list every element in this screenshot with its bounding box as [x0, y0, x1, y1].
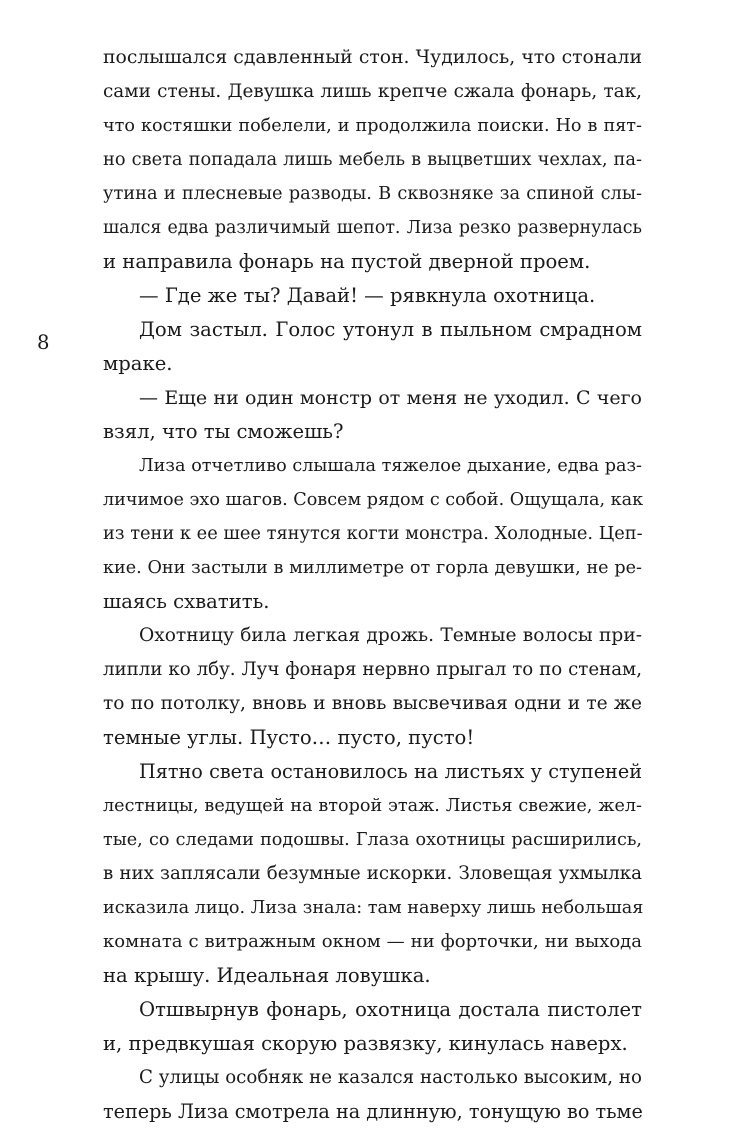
- text-line: липли ко лбу. Луч фонаря нервно прыгал то по стенам,: [103, 659, 642, 680]
- text-line: теперь Лиза смотрела на длинную, тонущую во тьме: [103, 1100, 643, 1123]
- text-line: комната с витражным окном — ни форточки, ни выхода: [103, 931, 642, 952]
- text-line: и направила фонарь на пустой дверной проем.: [103, 250, 591, 273]
- text-line: то по потолку, вновь и вновь высвечивая одни и те же: [103, 693, 642, 714]
- text-line: личимое эхо шагов. Совсем рядом с собой. Ощущала, как: [103, 490, 644, 510]
- text-line: в них заплясали безумные искорки. Зловещая ухмылка: [103, 863, 642, 884]
- text-line: взял, что ты сможешь?: [103, 420, 344, 443]
- text-line: тые, со следами подошвы. Глаза охотницы расширились,: [103, 830, 642, 850]
- text-line: послышался сдавленный стон. Чудилось, что стонали: [103, 47, 642, 68]
- text-line: на крышу. Идеальная ловушка.: [103, 964, 431, 987]
- page-number: 8: [37, 331, 50, 354]
- text-line: шаясь схватить.: [103, 590, 270, 613]
- text-line: темные углы. Пусто… пусто, пусто!: [103, 726, 475, 749]
- text-line: Охотницу била легкая дрожь. Темные волосы при-: [139, 625, 642, 646]
- text-line: утина и плесневые разводы. В сквозняке за спиной слы-: [103, 183, 642, 204]
- text-line: С улицы особняк не казался настолько высоким, но: [139, 1067, 642, 1088]
- text-line: но света попадала лишь мебель в выцветших чехлах, па-: [103, 149, 642, 170]
- text-line: сами стены. Девушка лишь крепче сжала фонарь, так,: [103, 81, 642, 102]
- text-line: — Еще ни один монстр от меня не уходил. С чего: [139, 387, 642, 409]
- body-text: [103, 41, 642, 1129]
- text-line: что костяшки побелели, и продолжила поиски. Но в пят-: [103, 116, 642, 136]
- text-line: — Где же ты? Давай! — рявкнула охотница.: [139, 284, 596, 307]
- text-line: Пятно света остановилось на листьях у ступеней: [139, 760, 642, 783]
- text-line: и, предвкушая скорую развязку, кинулась наверх.: [103, 1032, 628, 1055]
- text-line: мраке.: [103, 352, 173, 375]
- text-line: Отшвырнув фонарь, охотница достала пистолет: [139, 998, 642, 1021]
- text-line: Дом застыл. Голос утонул в пыльном смрадном: [139, 318, 642, 341]
- text-line: исказила лицо. Лиза знала: там наверху лишь небольшая: [103, 898, 644, 918]
- text-line: лестницы, ведущей на второй этаж. Листья свежие, жел-: [103, 796, 642, 816]
- text-line: Лиза отчетливо слышала тяжелое дыхание, едва раз-: [139, 456, 642, 476]
- text-line: из тени к ее шее тянутся когти монстра. Холодные. Цеп-: [103, 523, 643, 544]
- text-line: кие. Они застыли в миллиметре от горла девушки, не ре-: [103, 558, 642, 578]
- text-line: шался едва различимый шепот. Лиза резко развернулась: [103, 218, 642, 238]
